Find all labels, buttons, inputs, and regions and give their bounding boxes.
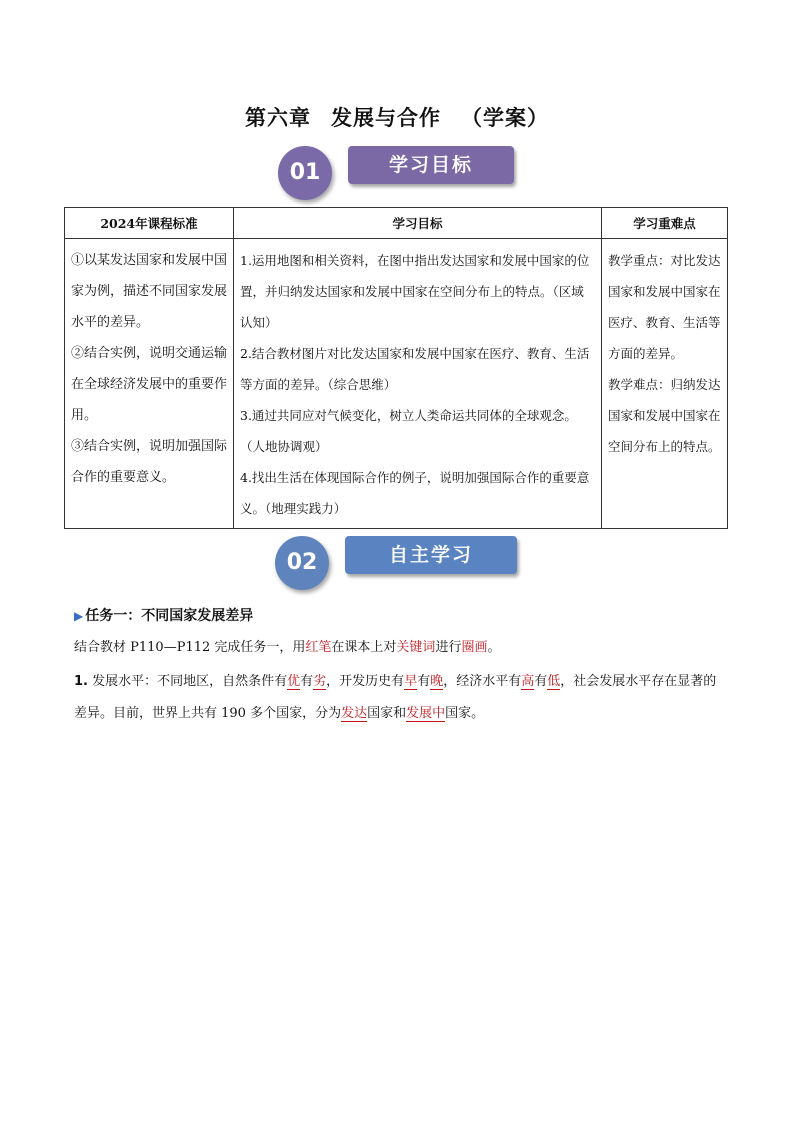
section-number-badge: 02 [275,536,329,590]
fill-answer: 晚 [430,674,444,689]
section-title-banner: 学习目标 [348,146,514,184]
header-objectives: 学习目标 [234,208,602,239]
section-number-badge: 01 [278,146,332,200]
instruction-text: 进行 [435,640,462,655]
fill-answer: 劣 [313,674,327,689]
standard-item: ①以某发达国家和发展中国家为例，描述不同国家发展水平的差异。 [71,253,228,330]
instruction-highlight: 红笔 [305,640,332,655]
title-topic: 发展与合作 [331,105,441,130]
paragraph-text: 国家和 [367,706,407,721]
table-row [65,239,728,529]
fill-answer: 高 [521,674,535,689]
paragraph-text: ，社会发展水平存在显著的差异。目前，世界上共有 190 多个国家，分为 [74,674,717,721]
item-number: 1. [74,674,88,689]
task-instruction [74,636,500,655]
paragraph-text: 发展水平：不同地区，自然条件有 [87,674,288,689]
standards-cell [65,239,234,529]
task-title: 任务一：不同国家发展差异 [85,608,254,624]
key-point-item: 教学重点：对比发达国家和发展中国家在医疗、教育、生活等方面的差异。 [608,253,721,361]
header-key-points: 学习重难点 [602,208,728,239]
instruction-text: 在课本上对 [331,640,397,655]
paragraph-text: ，经济水平有 [443,674,522,689]
paragraph-text: 有 [417,674,431,689]
triangle-bullet-icon: ▶ [74,609,84,623]
standard-item: ③结合实例，说明加强国际合作的重要意义。 [71,439,228,485]
objective-item: 3.通过共同应对气候变化，树立人类命运共同体的全球观念。（人地协调观） [240,408,577,454]
fill-answer: 低 [547,674,561,689]
paragraph-text: ，开发历史有 [326,674,405,689]
instruction-highlight: 关键词 [396,640,436,655]
key-points-cell [602,239,728,529]
fill-answer: 早 [404,674,418,689]
objective-item: 2.结合教材图片对比发达国家和发展中国家在医疗、教育、生活等方面的差异。（综合思维） [240,346,590,392]
page-title [0,102,794,132]
paragraph-text: 有 [300,674,314,689]
objectives-cell [234,239,602,529]
instruction-text: 结合教材 P110—P112 完成任务一，用 [74,640,306,655]
instruction-highlight: 圈画 [461,640,488,655]
paragraph-text: 有 [534,674,548,689]
title-chapter: 第六章 [245,105,311,130]
section-title-banner: 自主学习 [345,536,517,574]
fill-answer: 发达 [341,706,368,721]
table-header-row [65,208,728,239]
paragraph-text: 国家。 [445,706,485,721]
header-standards: 2024年课程标准 [65,208,234,239]
objective-item: 4.找出生活在体现国际合作的例子，说明加强国际合作的重要意义。（地理实践力） [240,470,590,516]
standard-item: ②结合实例，说明交通运输在全球经济发展中的重要作用。 [71,346,228,423]
instruction-text: 。 [487,640,501,655]
key-point-item: 教学难点：归纳发达国家和发展中国家在空间分布上的特点。 [608,377,721,454]
objective-item: 1.运用地图和相关资料，在图中指出发达国家和发展中国家的位置，并归纳发达国家和发展中国家在空间分布上的特点。（区域认知） [240,253,590,330]
learning-goals-table [64,207,728,529]
fill-answer: 发展中 [406,706,446,721]
development-level-paragraph [74,666,724,730]
fill-answer: 优 [287,674,301,689]
task-heading [74,605,253,625]
title-suffix: （学案） [461,105,549,130]
